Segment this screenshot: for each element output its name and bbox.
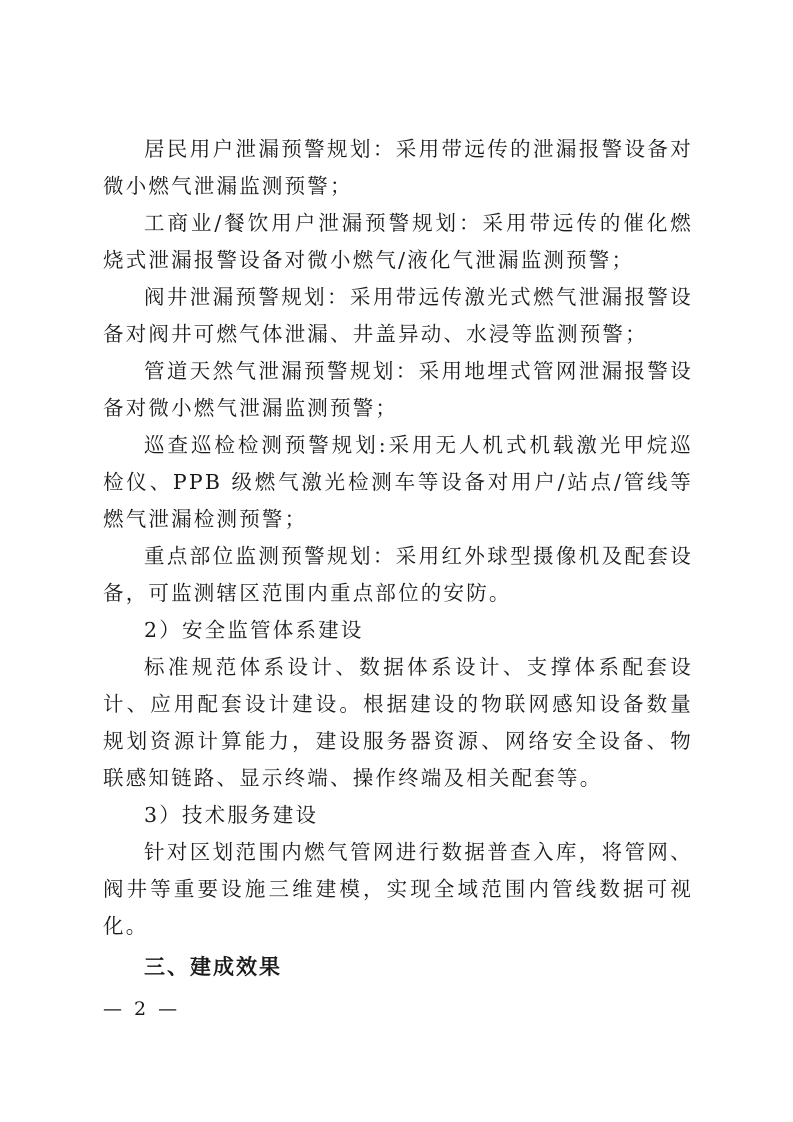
section-heading-results: 三、建成效果 — [144, 955, 282, 979]
subheading-technical-service: 3）技术服务建设 — [144, 803, 319, 827]
paragraph-safety-supervision-body: 标准规范体系设计、数据体系设计、支撑体系配套设计、应用配套设计建设。根据建设的物联网感知设备数量规划资源计算能力，建设服务器资源、网络安全设备、物联感知链路、显示终端、操作终端及相关配套等。 — [103, 655, 693, 790]
paragraph-technical-service-body: 针对区划范围内燃气管网进行数据普查入库，将管网、阀井等重要设施三维建模，实现全域范围内管线数据可视化。 — [103, 840, 693, 938]
document-page — [103, 131, 693, 986]
page-number: — 2 — — [103, 998, 181, 1020]
paragraph-key-area-monitoring: 重点部位监测预警规划：采用红外球型摄像机及配套设备，可监测辖区范围内重点部位的安防。 — [103, 544, 693, 605]
paragraph-valve-well-leak-warning: 阀井泄漏预警规划：采用带远传激光式燃气泄漏报警设备对阀井可燃气体泄漏、井盖异动、水浸等监测预警； — [103, 285, 693, 346]
paragraph-pipeline-leak-warning: 管道天然气泄漏预警规划：采用地埋式管网泄漏报警设备对微小燃气泄漏监测预警； — [103, 359, 693, 420]
paragraph-patrol-inspection-warning: 巡查巡检检测预警规划:采用无人机式机载激光甲烷巡检仪、PPB 级燃气激光检测车等设备对用户/站点/管线等燃气泄漏检测预警； — [103, 433, 693, 531]
subheading-safety-supervision: 2）安全监管体系建设 — [144, 618, 364, 642]
paragraph-commercial-leak-warning: 工商业/餐饮用户泄漏预警规划：采用带远传的催化燃烧式泄漏报警设备对微小燃气/液化气泄漏监测预警； — [103, 211, 693, 272]
paragraph-resident-leak-warning: 居民用户泄漏预警规划：采用带远传的泄漏报警设备对微小燃气泄漏监测预警； — [103, 137, 693, 198]
